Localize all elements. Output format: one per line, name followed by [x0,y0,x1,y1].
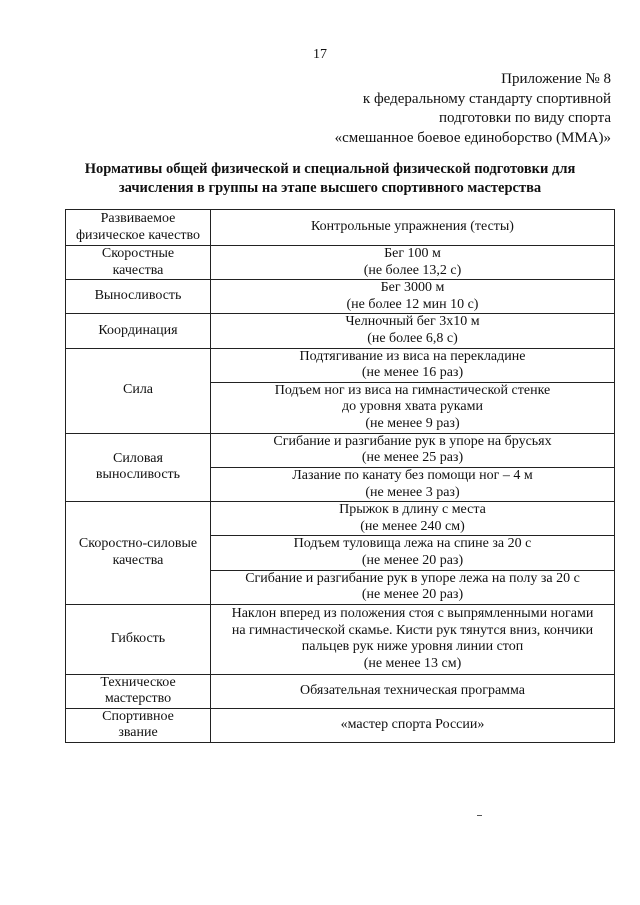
norms-table [65,209,615,743]
test-cell: Лазание по канату без помощи ног – 4 м (не менее 3 раз) [211,467,615,501]
appendix-line-4: «смешанное боевое единоборство (ММА)» [334,129,611,146]
test-cell: Подъем ног из виса на гимнастической стенке до уровня хвата руками (не менее 9 раз) [211,382,615,433]
table-row [66,674,615,708]
page-number: 17 [313,47,327,62]
table-row [66,314,615,348]
quality-cell: Силовая выносливость [66,433,211,501]
test-cell: Сгибание и разгибание рук в упоре лежа на полу за 20 с (не менее 20 раз) [211,570,615,604]
header-exercises: Контрольные упражнения (тесты) [211,210,615,246]
table-row [66,604,615,674]
test-cell: Прыжок в длину с места (не менее 240 см) [211,502,615,536]
document-title: Нормативы общей физической и специальной физической подготовки для зачисления в группы на этапе высшего спортивного мастерства [84,161,576,196]
test-cell: Обязательная техническая программа [211,674,615,708]
appendix-line-1: Приложение № 8 [501,71,611,87]
quality-cell: Техническое мастерство [66,674,211,708]
table-header-row [66,210,615,246]
quality-cell: Гибкость [66,604,211,674]
header-quality: Развиваемое физическое качество [66,210,211,246]
test-cell: Челночный бег 3х10 м (не более 6,8 с) [211,314,615,348]
quality-cell: Выносливость [66,280,211,314]
table-row [66,348,615,382]
quality-cell: Сила [66,348,211,433]
test-cell: Бег 3000 м (не более 12 мин 10 с) [211,280,615,314]
appendix-header [335,70,611,148]
test-cell: Сгибание и разгибание рук в упоре на брусьях (не менее 25 раз) [211,433,615,467]
test-cell: Подтягивание из виса на перекладине (не менее 16 раз) [211,348,615,382]
table-row [66,502,615,536]
quality-cell: Скоростно-силовые качества [66,502,211,605]
test-cell: «мастер спорта России» [211,708,615,742]
table-row [66,433,615,467]
norms-table-body [66,210,615,743]
quality-cell: Координация [66,314,211,348]
stray-mark [477,815,482,816]
table-row [66,280,615,314]
quality-cell: Скоростные качества [66,246,211,280]
appendix-line-3: подготовки по виду спорта [439,110,611,126]
quality-cell: Спортивное звание [66,708,211,742]
table-row [66,708,615,742]
table-row [66,246,615,280]
appendix-line-2: к федеральному стандарту спортивной [362,90,611,107]
test-cell: Подъем туловища лежа на спине за 20 с (не менее 20 раз) [211,536,615,570]
test-cell: Наклон вперед из положения стоя с выпрямленными ногами на гимнастической скамье. Кисти рук тянутся вниз, кончики пальцев рук ниже уровня линии стоп (не менее 13 см) [211,604,615,674]
test-cell: Бег 100 м (не более 13,2 с) [211,246,615,280]
